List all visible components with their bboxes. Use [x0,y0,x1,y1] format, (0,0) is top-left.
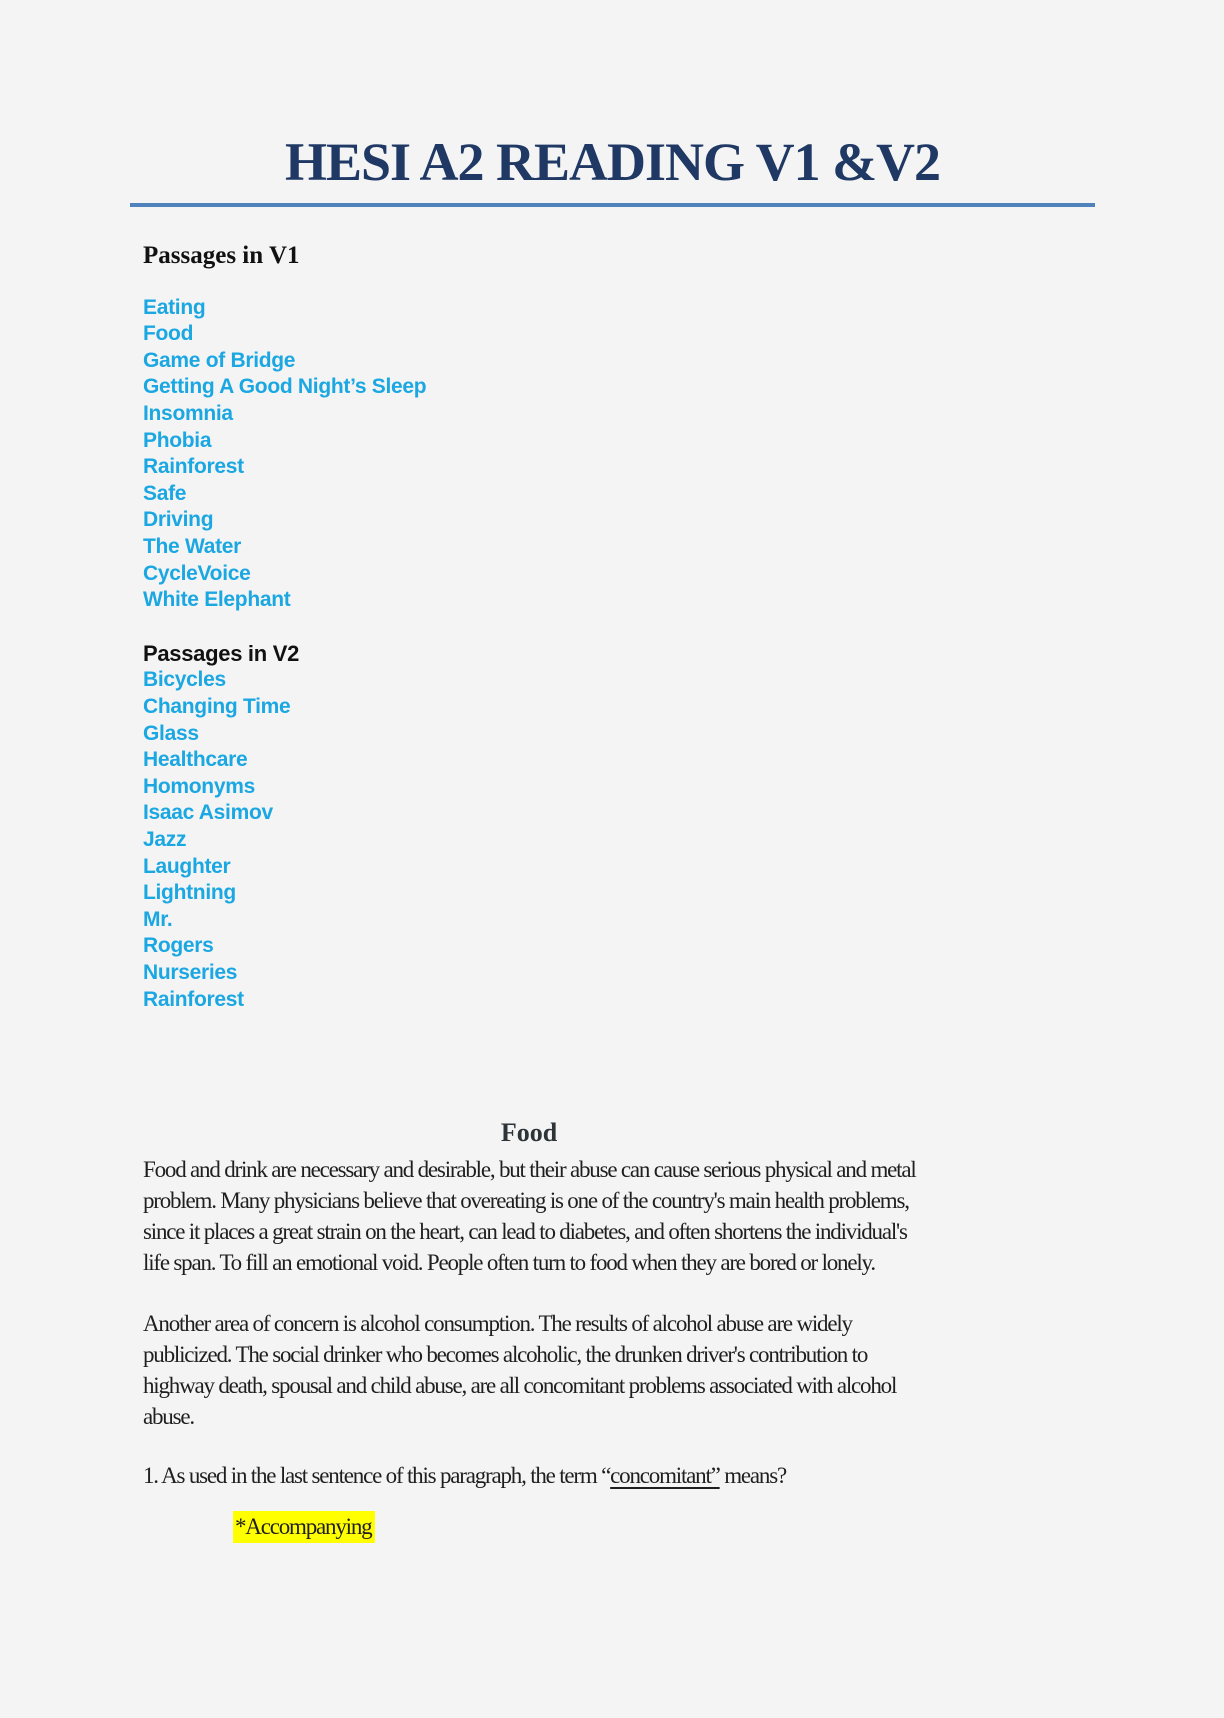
link-homonyms[interactable]: Homonyms [143,774,255,798]
passage-paragraph-2 [143,1308,1224,1432]
link-game-of-bridge[interactable]: Game of Bridge [143,348,296,372]
link-driving[interactable]: Driving [143,508,214,532]
paragraph-line: highway death, spousal and child abuse, are all concomitant problems associated with alcohol [143,1373,897,1399]
answer-line [233,1511,1224,1542]
link-rogers[interactable]: Rogers [143,934,214,958]
question-underlined-term: concomitant” [610,1463,720,1489]
passage-title-food: Food [500,1118,558,1148]
paragraph-line: Another area of concern is alcohol consumption. The results of alcohol abuse are widely [143,1311,852,1337]
link-nurseries[interactable]: Nurseries [143,960,238,984]
link-food[interactable]: Food [143,322,194,346]
answer-highlighted-text: *Accompanying [233,1511,375,1543]
paragraph-line: publicized. The social drinker who becomes alcoholic, the drunken driver's contribution to [143,1342,868,1368]
link-changing-time[interactable]: Changing Time [143,695,291,718]
question-1 [143,1460,1224,1491]
link-lightning[interactable]: Lightning [143,881,236,905]
passages-v1-list [143,295,1224,614]
link-bicycles[interactable]: Bicycles [143,668,226,692]
link-rainforest-v2[interactable]: Rainforest [143,987,244,1011]
paragraph-line: abuse. [143,1404,194,1430]
passages-v2-list [143,667,1224,1013]
page-title: HESI A2 READING V1 &V2 [284,132,941,192]
link-rainforest-v1[interactable]: Rainforest [143,455,244,479]
link-isaac-asimov[interactable]: Isaac Asimov [143,801,273,825]
question-text-prefix: 1. As used in the last sentence of this paragraph, the term “ [143,1463,611,1489]
link-glass[interactable]: Glass [143,721,199,745]
passages-v1-heading: Passages in V1 [143,241,300,269]
link-getting-a-good-nights-sleep[interactable]: Getting A Good Night’s Sleep [143,375,427,399]
link-jazz[interactable]: Jazz [143,827,187,851]
link-insomnia[interactable]: Insomnia [143,402,233,426]
link-phobia[interactable]: Phobia [143,428,212,452]
link-mr[interactable]: Mr. [143,907,173,931]
link-white-elephant[interactable]: White Elephant [143,588,291,612]
document-page [0,134,1224,1718]
paragraph-line: Food and drink are necessary and desirable, but their abuse can cause serious physical and metal [143,1157,916,1183]
link-cyclevoice[interactable]: CycleVoice [143,561,251,585]
paragraph-line: life span. To fill an emotional void. People often turn to food when they are bored or lonely. [143,1250,875,1276]
passages-v2-heading: Passages in V2 [143,640,300,666]
paragraph-line: since it places a great strain on the heart, can lead to diabetes, and often shortens the individual's [143,1219,907,1245]
passage-paragraph-1 [143,1154,1224,1278]
question-text-suffix: means? [719,1463,786,1489]
document-header [130,134,1095,207]
paragraph-line: problem. Many physicians believe that overeating is one of the country's main health problems, [143,1188,909,1214]
link-safe[interactable]: Safe [143,481,187,505]
link-the-water[interactable]: The Water [143,535,242,559]
link-healthcare[interactable]: Healthcare [143,748,248,772]
link-laughter[interactable]: Laughter [143,854,231,878]
link-eating[interactable]: Eating [143,295,206,319]
